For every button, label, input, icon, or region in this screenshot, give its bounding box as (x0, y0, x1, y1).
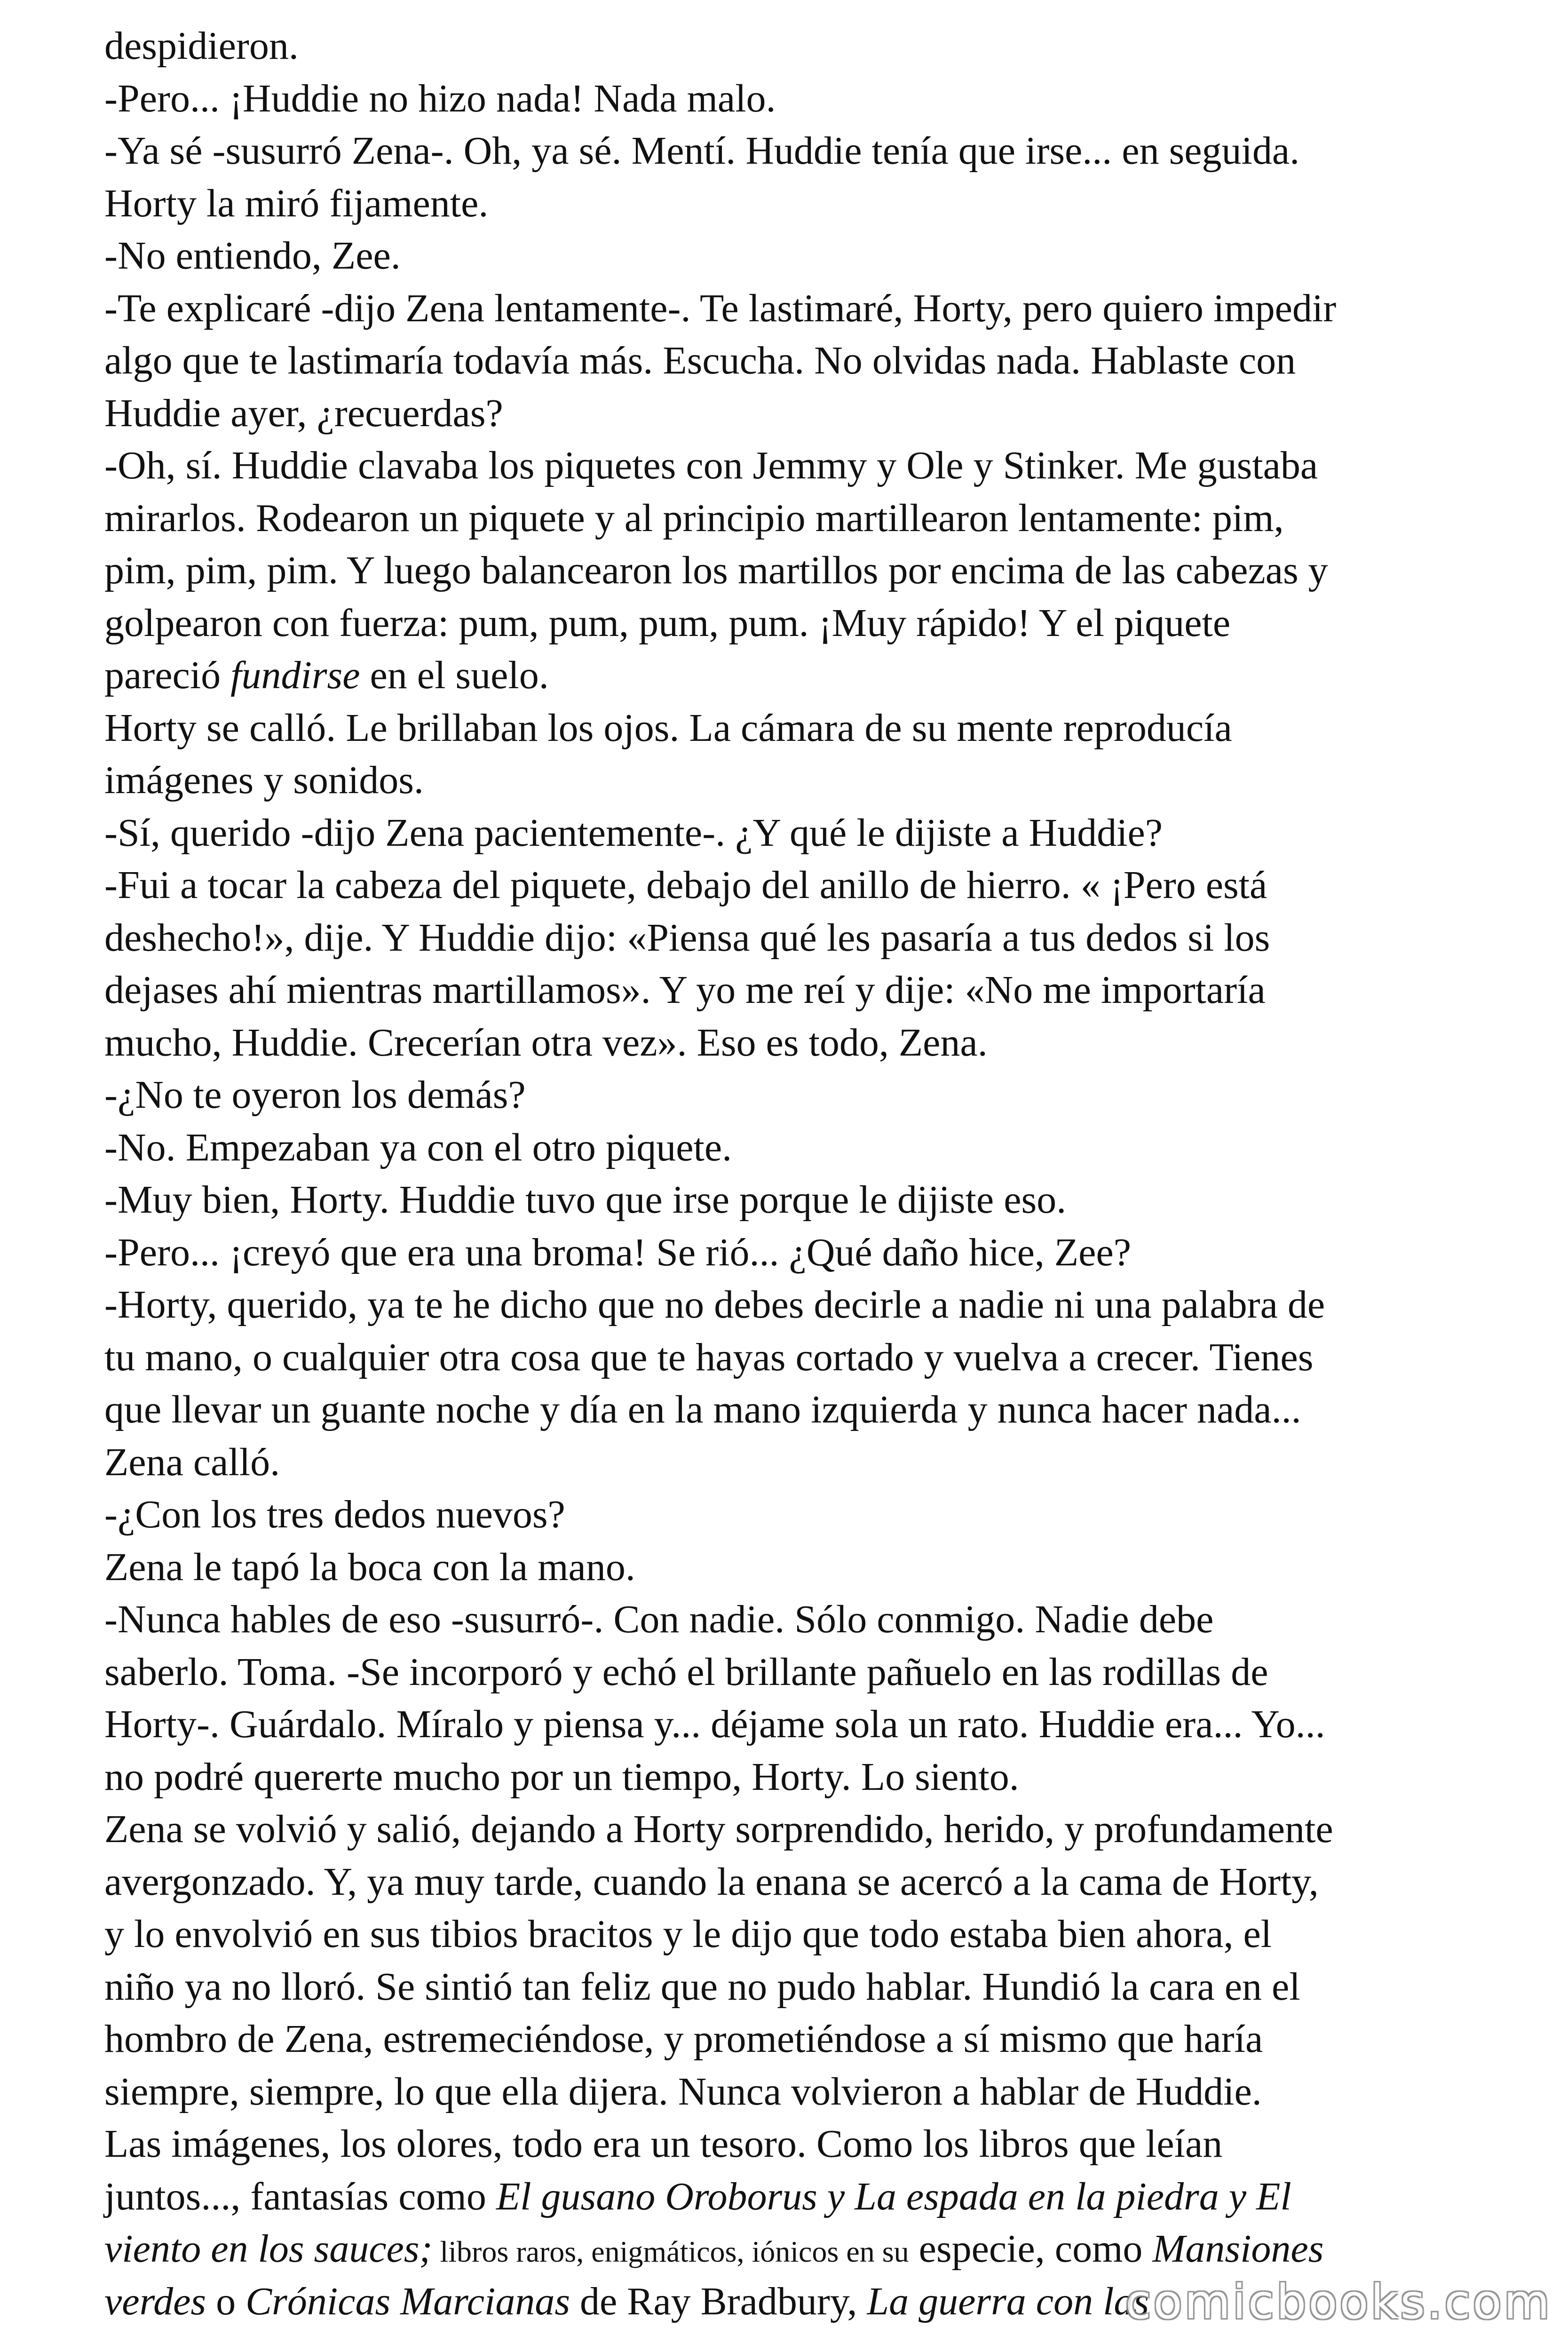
text-run: o (206, 2279, 246, 2323)
text-line (104, 2170, 1468, 2223)
text-line: Zena se volvió y salió, dejando a Horty sorprendido, herido, y profundamente (104, 1807, 1333, 1851)
text-line: imágenes y sonidos. (104, 758, 424, 802)
watermark: comicbooks.com (1125, 2274, 1552, 2329)
text-line: saberlo. Toma. -Se incorporó y echó el brillante pañuelo en las rodillas de (104, 1650, 1268, 1694)
italic-text: Crónicas Marcianas (245, 2279, 570, 2323)
text-line: niño ya no lloró. Se sintió tan feliz que no pudo hablar. Hundió la cara en el (104, 1964, 1300, 2009)
text-line: despidieron. (104, 24, 299, 68)
text-line: que llevar un guante noche y día en la mano izquierda y nunca hacer nada... (104, 1388, 1301, 1431)
text-line: golpearon con fuerza: pum, pum, pum, pum. ¡Muy rápido! Y el piquete (104, 601, 1231, 645)
italic-text: fundirse (230, 653, 360, 697)
text-line: deshecho!», dije. Y Huddie dijo: «Piensa qué les pasaría a tus dedos si los (104, 915, 1270, 960)
italic-text: La guerra con las (867, 2279, 1149, 2323)
italic-text: verdes (104, 2279, 206, 2323)
text-run: juntos..., fantasías como (104, 2174, 496, 2218)
italic-text: El gusano Oroborus y La espada en la piedra y El (496, 2174, 1291, 2218)
text-line: -Pero... ¡creyó que era una broma! Se rió... ¿Qué daño hice, Zee? (104, 1230, 1132, 1274)
text-line: algo que te lastimaría todavía más. Escucha. No olvidas nada. Hablaste con (104, 339, 1296, 382)
text-line: -Oh, sí. Huddie clavaba los piquetes con Jemmy y Ole y Stinker. Me gustaba (104, 444, 1318, 487)
text-line: y lo envolvió en sus tibios bracitos y le dijo que todo estaba bien ahora, el (104, 1912, 1272, 1956)
text-line: Las imágenes, los olores, todo era un tesoro. Como los libros que leían (104, 2122, 1223, 2166)
text-line: Huddie ayer, ¿recuerdas? (104, 391, 503, 435)
text-line: -¿No te oyeron los demás? (104, 1073, 526, 1117)
text-line: -Muy bien, Horty. Huddie tuvo que irse porque le dijiste eso. (104, 1178, 1067, 1222)
page-text (104, 20, 1468, 2328)
text-line: -Horty, querido, ya te he dicho que no debes decirle a nadie ni una palabra de (104, 1283, 1325, 1327)
text-line: Horty-. Guárdalo. Míralo y piensa y... déjame sola un rato. Huddie era... Yo... (104, 1702, 1325, 1746)
text-run: en el suelo. (360, 653, 549, 697)
text-line: dejases ahí mientras martillamos». Y yo me reí y dije: «No me importaría (104, 968, 1266, 1012)
text-line: -Pero... ¡Huddie no hizo nada! Nada malo. (104, 76, 776, 120)
text-run: pareció (104, 653, 231, 697)
text-line (104, 2223, 1468, 2275)
text-line: siempre, siempre, lo que ella dijera. Nunca volvieron a hablar de Huddie. (104, 2069, 1262, 2114)
text-line: -No entiendo, Zee. (104, 234, 401, 278)
text-line: hombro de Zena, estremeciéndose, y prometiéndose a sí mismo que haría (104, 2017, 1263, 2061)
italic-text: viento en los sauces; (104, 2227, 433, 2271)
text-line: -Nunca hables de eso -susurró-. Con nadie. Sólo conmigo. Nadie debe (104, 1597, 1214, 1641)
text-line (104, 649, 1468, 702)
text-line: -Ya sé -susurró Zena-. Oh, ya sé. Mentí. Huddie tenía que irse... en seguida. (104, 129, 1300, 173)
text-run: especie, como (909, 2227, 1153, 2271)
italic-text: Mansiones (1152, 2227, 1324, 2271)
text-line: Horty se calló. Le brillaban los ojos. La cámara de su mente reproducía (104, 706, 1232, 750)
text-line: -Fui a tocar la cabeza del piquete, debajo del anillo de hierro. « ¡Pero está (104, 863, 1267, 907)
text-line: Zena calló. (104, 1440, 280, 1484)
text-line: -¿Con los tres dedos nuevos? (104, 1493, 565, 1536)
text-line: avergonzado. Y, ya muy tarde, cuando la enana se acercó a la cama de Horty, (104, 1859, 1319, 1904)
text-line: -Sí, querido -dijo Zena pacientemente-. ¿Y qué le dijiste a Huddie? (104, 810, 1163, 855)
text-line: tu mano, o cualquier otra cosa que te hayas cortado y vuelva a crecer. Tienes (104, 1335, 1314, 1379)
text-run: de Ray Bradbury, (570, 2279, 867, 2323)
text-line: -No. Empezaban ya con el otro piquete. (104, 1125, 732, 1169)
text-line: Zena le tapó la boca con la mano. (104, 1545, 635, 1589)
text-line: Horty la miró fijamente. (104, 181, 489, 225)
text-line: mucho, Huddie. Crecerían otra vez». Eso es todo, Zena. (104, 1020, 988, 1065)
small-text: libros raros, enigmáticos, iónicos en su (432, 2235, 909, 2268)
text-line: -Te explicaré -dijo Zena lentamente-. Te lastimaré, Horty, pero quiero impedir (104, 286, 1337, 330)
text-line: no podré quererte mucho por un tiempo, Horty. Lo siento. (104, 1755, 1019, 1799)
text-line: mirarlos. Rodearon un piquete y al principio martillearon lentamente: pim, (104, 496, 1284, 540)
text-line: pim, pim, pim. Y luego balancearon los martillos por encima de las cabezas y (104, 548, 1328, 592)
